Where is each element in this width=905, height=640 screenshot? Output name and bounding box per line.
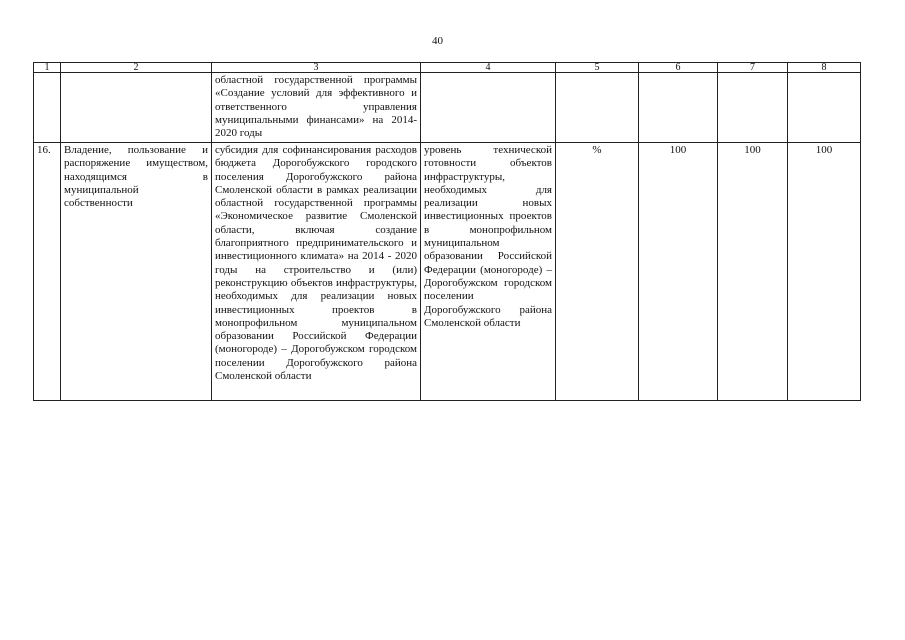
header-cell-1: 1 [34, 63, 61, 73]
cell-program-description: субсидия для софинансирования расходов бюджета Дорогобужского городского поселения Дорогобужского района Смоленской области в рамках реализации областной государственной программы «Экономическое развитие Смоленской области, включая создание благоприятного предпринимательского и инвестиционного климата» на 2014 - 2020 годы на строительство и (или) реконструкцию объектов инфраструктуры, необходимых для реализации новых инвестиционных проектов в монопрофильном муниципальном образовании Российской Федерации (моногороде) – Дорогобужском городском поселении Дорогобужского района Смоленской области [212, 143, 421, 401]
cell-unit: % [556, 143, 639, 401]
table-row-continuation [34, 73, 861, 143]
program-table [33, 62, 861, 401]
table-row-16 [34, 143, 861, 401]
cell-value-col7 [718, 73, 788, 143]
cell-value-col8 [788, 73, 861, 143]
header-cell-7: 7 [718, 63, 788, 73]
cell-activity-name [61, 73, 212, 143]
header-cell-4: 4 [421, 63, 556, 73]
header-cell-6: 6 [639, 63, 718, 73]
cell-row-number: 16. [34, 143, 61, 401]
cell-activity-name: Владение, пользование и распоряжение имуществом, находящимся в муниципальной собственности [61, 143, 212, 401]
cell-value-col6 [639, 73, 718, 143]
header-cell-2: 2 [61, 63, 212, 73]
header-cell-3: 3 [212, 63, 421, 73]
cell-row-number [34, 73, 61, 143]
cell-value-col7: 100 [718, 143, 788, 401]
cell-indicator [421, 73, 556, 143]
cell-unit [556, 73, 639, 143]
cell-value-col8: 100 [788, 143, 861, 401]
header-cell-5: 5 [556, 63, 639, 73]
header-cell-8: 8 [788, 63, 861, 73]
cell-indicator: уровень технической готовности объектов инфраструктуры, необходимых для реализации новых инвестиционных проектов в монопрофильном муниципальном образовании Российской Федерации (моногороде) – Дорогобужском городском поселении Дорогобужского района Смоленской области [421, 143, 556, 401]
page-number: 40 [432, 35, 443, 47]
cell-value-col6: 100 [639, 143, 718, 401]
table-header-row [34, 63, 861, 73]
cell-program-description: областной государственной программы «Создание условий для эффективного и ответственного управления муниципальными финансами» на 2014-2020 годы [212, 73, 421, 143]
